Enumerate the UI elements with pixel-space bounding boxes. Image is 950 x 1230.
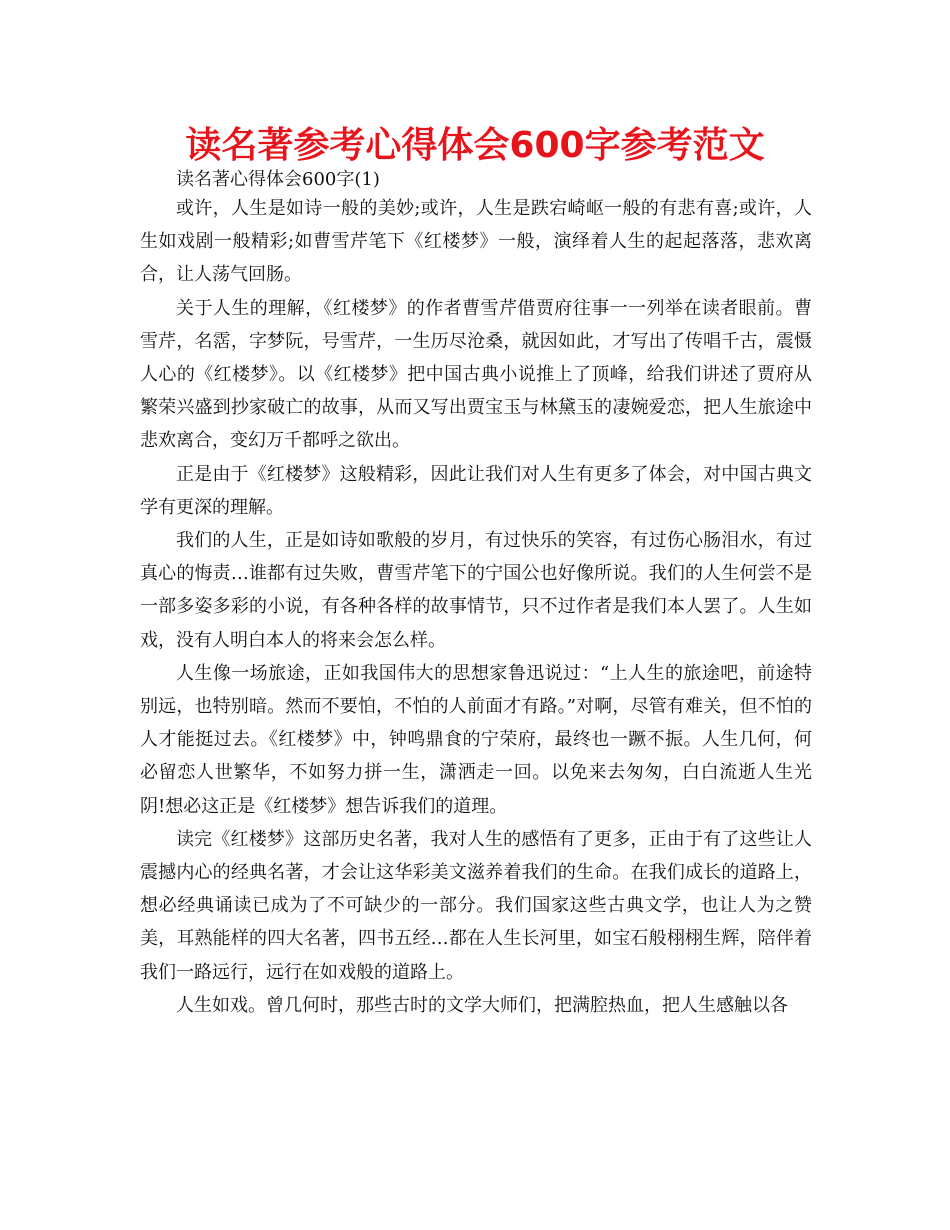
paragraph: 正是由于《红楼梦》这般精彩，因此让我们对人生有更多了体会，对中国古典文学有更深的理解。 — [140, 463, 812, 518]
paragraph: 我们的人生，正是如诗如歌般的岁月，有过快乐的笑容，有过伤心肠泪水，有过真心的悔责…谁都有过失败，曹雪芹笔下的宁国公也好像所说。我们的人生何尝不是一部多姿多彩的小说，有各种各样的故事情节，只不过作者是我们本人罢了。人生如戏，没有人明白本人的将来会怎么样。 — [140, 530, 812, 651]
paragraph: 人生像一场旅途，正如我国伟大的思想家鲁迅说过：“上人生的旅途吧，前途特别远，也特别暗。然而不要怕，不怕的人前面才有路。”对啊，尽管有难关，但不怕的人才能挺过去。《红楼梦》中，钟鸣鼎食的宁荣府，最终也一蹶不振。人生几何，何必留恋人世繁华，不如努力拼一生，潇洒走一回。以免来去匆匆，白白流逝人生光阴!想必这正是《红楼梦》想告诉我们的道理。 — [140, 662, 812, 817]
document-title: 读名著参考心得体会600字参考范文 — [185, 125, 765, 166]
paragraph: 读完《红楼梦》这部历史名著，我对人生的感悟有了更多，正由于有了这些让人震撼内心的经典名著，才会让这华彩美文滋养着我们的生命。在我们成长的道路上，想必经典诵读已成为了不可缺少的一部分。我们国家这些古典文学，也让人为之赞美，耳熟能样的四大名著，四书五经…都在人生长河里，如宝石般栩栩生辉，陪伴着我们一路远行，远行在如戏般的道路上。 — [140, 828, 812, 983]
paragraph: 或许，人生是如诗一般的美妙;或许，人生是跌宕崎岖一般的有悲有喜;或许，人生如戏剧一般精彩;如曹雪芹笔下《红楼梦》一般，演绎着人生的起起落落，悲欢离合，让人荡气回肠。 — [140, 198, 812, 286]
paragraph: 关于人生的理解，《红楼梦》的作者曹雪芹借贾府往事一一列举在读者眼前。曹雪芹，名霑，字梦阮，号雪芹，一生历尽沧桑，就因如此，才写出了传唱千古，震慑人心的《红楼梦》。以《红楼梦》把中国古典小说推上了顶峰，给我们讲述了贾府从繁荣兴盛到抄家破亡的故事，从而又写出贾宝玉与林黛玉的凄婉爱恋，把人生旅途中悲欢离合，变幻万千都呼之欲出。 — [140, 297, 812, 452]
paragraph: 人生如戏。曾几何时，那些古时的文学大师们，把满腔热血，把人生感触以各 — [176, 994, 788, 1016]
document-body — [140, 168, 812, 1022]
document-subtitle: 读名著心得体会600字(1) — [176, 169, 380, 190]
